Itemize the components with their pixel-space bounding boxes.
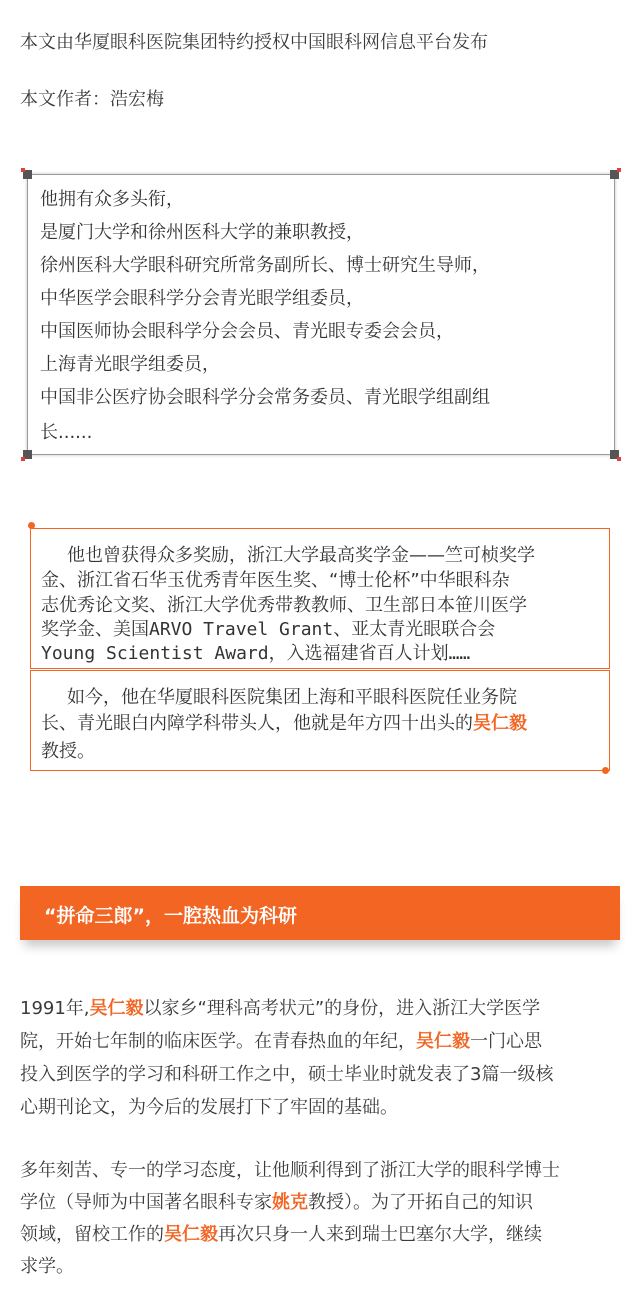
current-line-text: 长、青光眼白内障学科带头人，他就是年方四十出头的 (41, 713, 473, 734)
current-line: 如今，他在华厦眼科医院集团上海和平眼科医院任业务院 (67, 687, 517, 708)
text-run: 教授）。为了开拓自己的知识 (308, 1192, 533, 1213)
highlight-name: 吴仁毅 (416, 1031, 470, 1052)
highlight-name: 吴仁毅 (164, 1224, 218, 1245)
paragraph-line (20, 1188, 533, 1214)
titles-box (27, 174, 615, 455)
award-line: 奖学金、美国ARVO Travel Grant、亚太青光眼联合会 (41, 619, 496, 640)
title-line: 他拥有众多头衔， (40, 189, 184, 210)
frame-accent-dot (602, 767, 609, 774)
paragraph-line: 求学。 (20, 1256, 74, 1277)
title-line: 徐州医科大学眼科研究所常务副所长、博士研究生导师， (40, 255, 490, 276)
frame-accent-dot (617, 457, 621, 461)
current-line: 教授。 (41, 741, 95, 762)
title-line: 中国医师协会眼科学分会会员、青光眼专委会会员， (40, 321, 454, 342)
paragraph-line: 心期刊论文，为今后的发展打下了牢固的基础。 (20, 1097, 398, 1118)
highlight-name: 姚克 (272, 1192, 308, 1213)
paragraph-line: 多年刻苦、专一的学习态度，让他顺利得到了浙江大学的眼科学博士 (20, 1160, 560, 1181)
publish-note: 本文由华厦眼科医院集团特约授权中国眼科网信息平台发布 (20, 32, 488, 53)
title-line: 是厦门大学和徐州医科大学的兼职教授， (40, 222, 364, 243)
highlight-name: 吴仁毅 (89, 998, 144, 1019)
text-run: 领域，留校工作的 (20, 1224, 164, 1245)
highlight-name: 吴仁毅 (473, 713, 527, 734)
author-label: 本文作者： (20, 89, 110, 110)
award-line: 他也曾获得众多奖励，浙江大学最高奖学金——竺可桢奖学 (67, 545, 535, 566)
frame-accent-dot (21, 168, 25, 172)
paragraph-line (20, 1220, 542, 1246)
title-line: 长...... (40, 422, 93, 443)
text-run: 学位（导师为中国著名眼科专家 (20, 1192, 272, 1213)
current-position-box (30, 670, 610, 771)
award-line: 志优秀论文奖、浙江大学优秀带教教师、卫生部日本笹川医学 (41, 595, 527, 616)
author-line (20, 85, 164, 111)
section-heading-text: “拼命三郎”，一腔热血为科研 (44, 905, 297, 927)
title-line: 上海青光眼学组委员， (40, 354, 220, 375)
title-line: 中国非公医疗协会眼科学分会常务委员、青光眼学组副组 (40, 387, 490, 408)
text-run: 一门心思 (470, 1031, 542, 1052)
awards-box (30, 528, 610, 669)
author-name: 浩宏梅 (110, 89, 164, 110)
text-run: 以家乡“理科高考状元”的身份，进入浙江大学医学 (143, 998, 541, 1019)
section-heading (20, 886, 620, 940)
frame-accent-dot (21, 457, 25, 461)
current-line (41, 709, 527, 735)
text-run: 再次只身一人来到瑞士巴塞尔大学，继续 (218, 1224, 542, 1245)
paragraph-line (20, 1027, 542, 1053)
award-line: Young Scientist Award，入选福建省百人计划…… (41, 643, 471, 664)
award-line: 金、浙江省石华玉优秀青年医生奖、“博士伦杯”中华眼科杂 (41, 570, 510, 591)
text-run: 院，开始七年制的临床医学。在青春热血的年纪， (20, 1031, 416, 1052)
paragraph-line: 投入到医学的学习和科研工作之中，硕士毕业时就发表了3篇一级核 (20, 1064, 554, 1085)
frame-accent-dot (617, 168, 621, 172)
paragraph-line (20, 994, 540, 1020)
title-line: 中华医学会眼科学分会青光眼学组委员， (40, 288, 364, 309)
text-run: 1991年, (20, 998, 90, 1019)
